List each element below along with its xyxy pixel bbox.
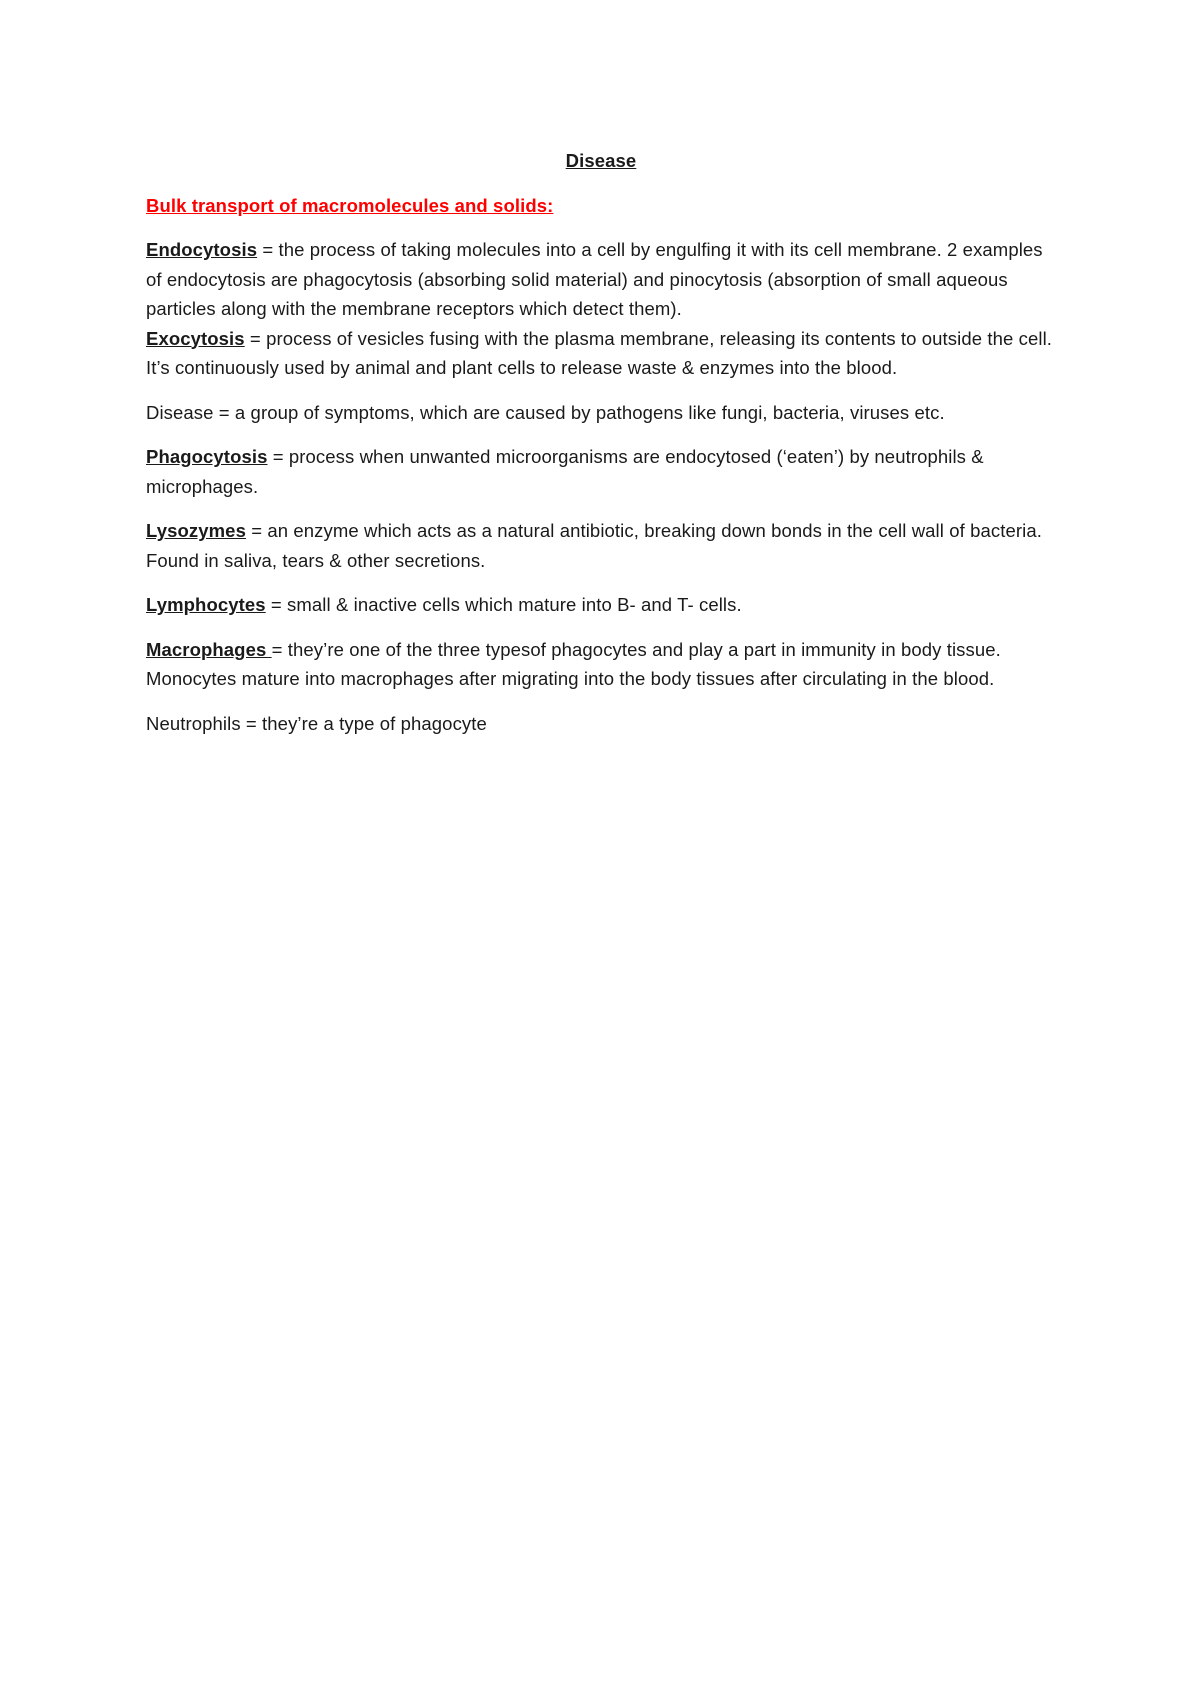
definition-text: Disease = a group of symptoms, which are caused by pathogens like fungi, bacteria, viruses etc. (146, 401, 945, 423)
definition-endocytosis (146, 235, 1056, 324)
definition-macrophages (146, 635, 1056, 694)
term-macrophages: Macrophages (146, 638, 272, 660)
document-title: Disease (565, 150, 637, 171)
definition-text: = they’re one of the three typesof phagocytes and play a part in immunity in body tissue. Monocytes mature into macrophages after migrating into the body tissues after circulating in the blood. (146, 638, 1001, 689)
term-endocytosis: Endocytosis (146, 239, 258, 260)
definition-lysozymes (146, 516, 1056, 575)
document-body (146, 146, 1056, 753)
definition-text: Neutrophils = they’re a type of phagocyte (146, 712, 487, 734)
definition-disease (146, 398, 1056, 428)
term-lysozymes: Lysozymes (146, 520, 246, 541)
term-lymphocytes: Lymphocytes (146, 594, 266, 615)
definition-text: = small & inactive cells which mature into B- and T- cells. (265, 594, 742, 615)
term-phagocytosis: Phagocytosis (146, 446, 268, 467)
definition-text: = the process of taking molecules into a cell by engulfing it with its cell membrane. 2 examples of endocytosis are phagocytosis (absorbing solid material) and pinocytosis (absorption of small aqueous particles along with the membrane receptors which detect them). (146, 239, 1043, 319)
definition-text: = process of vesicles fusing with the plasma membrane, releasing its contents to outside the cell. It’s continuously used by animal and plant cells to release waste & enzymes into the blood. (146, 327, 1053, 378)
section-heading: Bulk transport of macromolecules and solids: (146, 194, 554, 216)
definition-neutrophils (146, 709, 1056, 739)
definition-text: = process when unwanted microorganisms are endocytosed (‘eaten’) by neutrophils & microphages. (146, 446, 984, 497)
definition-text: = an enzyme which acts as a natural antibiotic, breaking down bonds in the cell wall of bacteria. Found in saliva, tears & other secretions. (146, 520, 1042, 571)
definition-exocytosis (146, 324, 1056, 383)
definition-phagocytosis (146, 442, 1056, 501)
definition-lymphocytes (146, 590, 1056, 620)
term-exocytosis: Exocytosis (146, 327, 245, 349)
